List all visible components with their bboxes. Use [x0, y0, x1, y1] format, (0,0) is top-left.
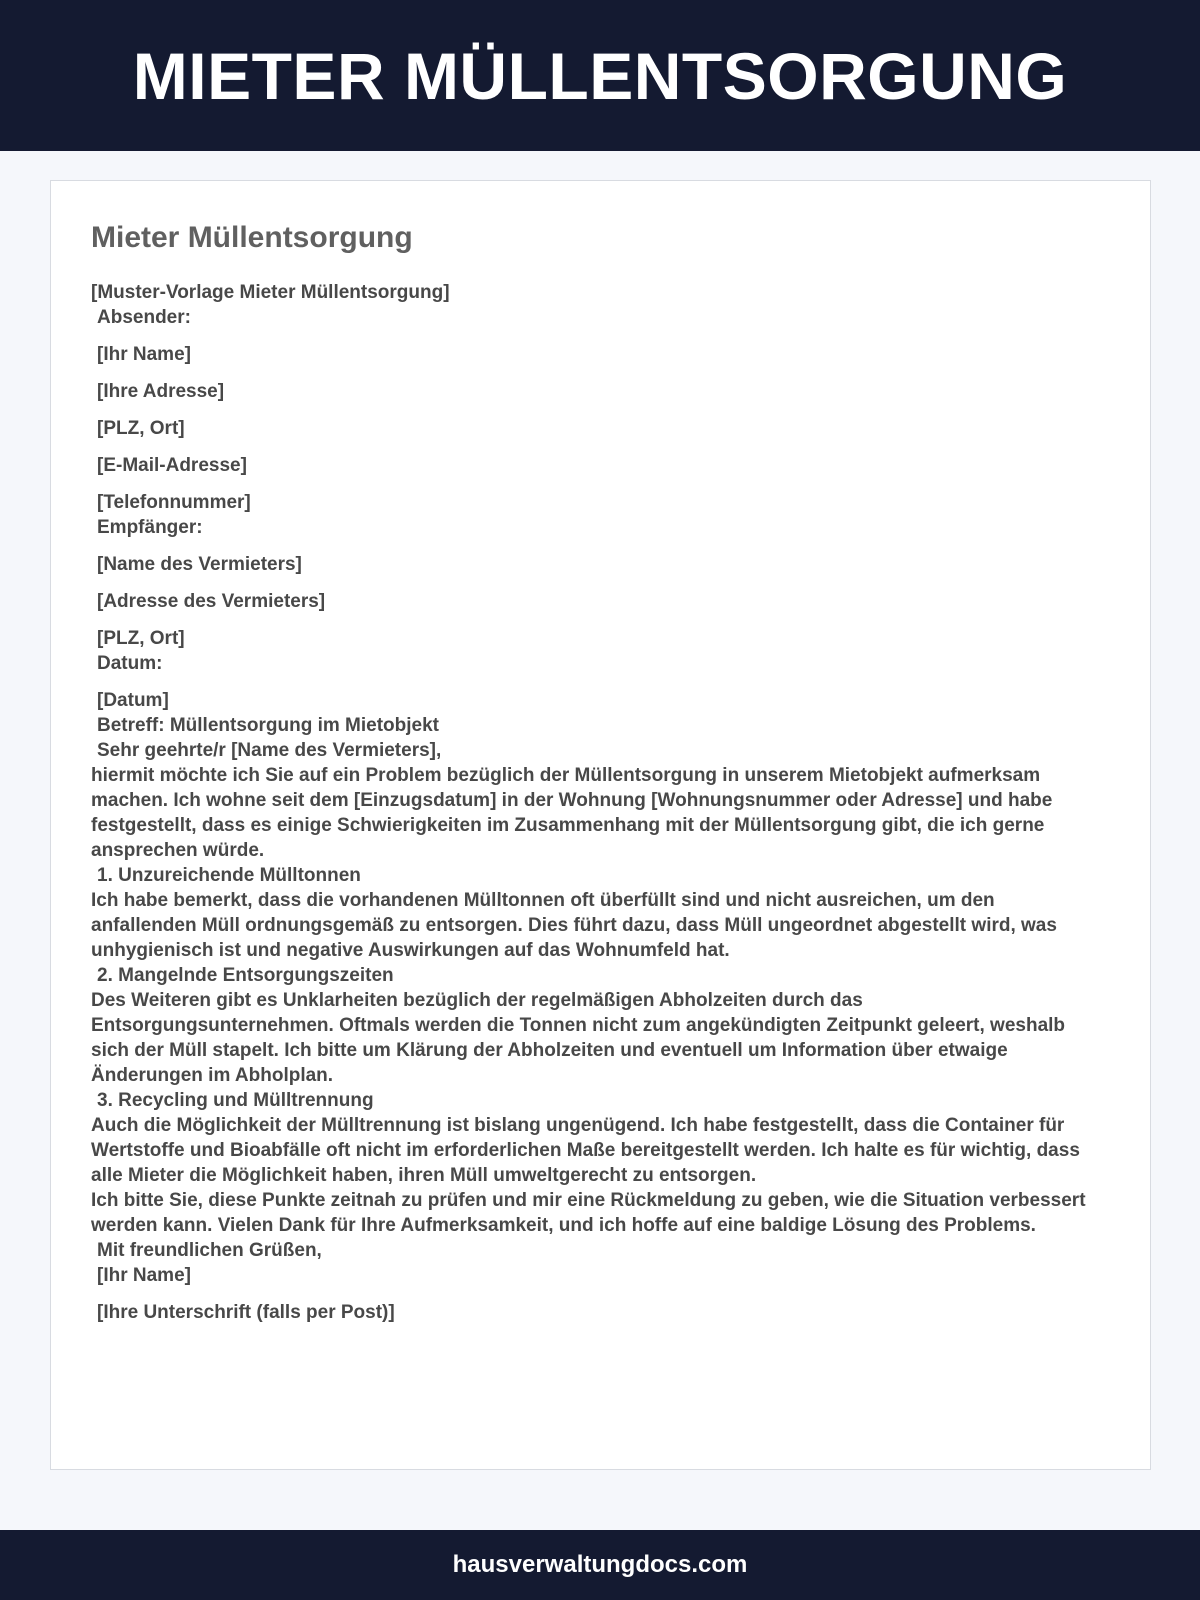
greeting: Mit freundlichen Grüßen,: [97, 1240, 322, 1261]
point-heading: 3. Recycling und Mülltrennung: [97, 1090, 374, 1111]
recipient-address: [Adresse des Vermieters]: [97, 591, 326, 612]
document-title: Mieter Müllentsorgung: [91, 221, 413, 254]
closing-paragraph: Ich bitte Sie, diese Punkte zeitnah zu prüfen und mir eine Rückmeldung zu geben, wie die Situation verbessert werden kann. Vielen Dank für Ihre Aufmerksamkeit, und ich hoffe auf eine baldige Lösung des Problems.: [91, 1190, 1086, 1236]
sender-address: [Ihre Adresse]: [97, 381, 225, 402]
recipient-city: [PLZ, Ort]: [97, 628, 185, 649]
recipient-name: [Name des Vermieters]: [97, 554, 302, 575]
intro-paragraph: hiermit möchte ich Sie auf ein Problem bezüglich der Müllentsorgung in unserem Mietobjekt aufmerksam machen. Ich wohne seit dem [Einzugsdatum] in der Wohnung [Wohnungsnummer oder Adresse] und habe festgestellt, dass es einige Schwierigkeiten im Zusammenhang mit der Müllentsorgung gibt, die ich gerne ansprechen würde.: [91, 765, 1053, 861]
signature-line: [Ihre Unterschrift (falls per Post)]: [97, 1302, 395, 1323]
letter-body: [91, 280, 1101, 1325]
sender-city: [PLZ, Ort]: [97, 418, 185, 439]
template-label: [Muster-Vorlage Mieter Müllentsorgung]: [91, 282, 450, 303]
footer-site: hausverwaltungdocs.com: [452, 1551, 748, 1578]
recipient-label: Empfänger:: [97, 517, 203, 538]
sender-name: [Ihr Name]: [97, 344, 191, 365]
salutation: Sehr geehrte/r [Name des Vermieters],: [97, 740, 442, 761]
sender-label: Absender:: [97, 307, 191, 328]
point-text: Auch die Möglichkeit der Mülltrennung ist bislang ungenügend. Ich habe festgestellt, dass die Container für Wertstoffe und Bioabfälle oft nicht im erforderlichen Maße bereitgestellt werden. Ich halte es für wichtig, dass alle Mieter die Möglichkeit haben, ihren Müll umweltgerecht zu entsorgen.: [91, 1115, 1080, 1186]
point-text: Des Weiteren gibt es Unklarheiten bezüglich der regelmäßigen Abholzeiten durch das Entsorgungsunternehmen. Oftmals werden die Tonnen nicht zum angekündigten Zeitpunkt geleert, weshalb sich der Müll stapelt. Ich bitte um Klärung der Abholzeiten und eventuell um Information über etwaige Änderungen im Abholplan.: [91, 990, 1066, 1086]
signoff-name: [Ihr Name]: [97, 1265, 191, 1286]
sender-phone: [Telefonnummer]: [97, 492, 251, 513]
date-label: Datum:: [97, 653, 163, 674]
page-header: [0, 0, 1200, 151]
subject-line: Betreff: Müllentsorgung im Mietobjekt: [97, 715, 439, 736]
sender-email: [E-Mail-Adresse]: [97, 455, 247, 476]
date-value: [Datum]: [97, 690, 169, 711]
point-text: Ich habe bemerkt, dass die vorhandenen Mülltonnen oft überfüllt sind und nicht ausreichen, um den anfallenden Müll ordnungsgemäß zu entsorgen. Dies führt dazu, dass Müll ungeordnet abgestellt wird, was unhygienisch ist und negative Auswirkungen auf das Wohnumfeld hat.: [91, 890, 1057, 961]
point-heading: 2. Mangelnde Entsorgungszeiten: [97, 965, 394, 986]
document-card: [50, 180, 1151, 1470]
page-footer: [0, 1530, 1200, 1600]
point-heading: 1. Unzureichende Mülltonnen: [97, 865, 361, 886]
page-header-title: MIETER MÜLLENTSORGUNG: [132, 38, 1068, 113]
